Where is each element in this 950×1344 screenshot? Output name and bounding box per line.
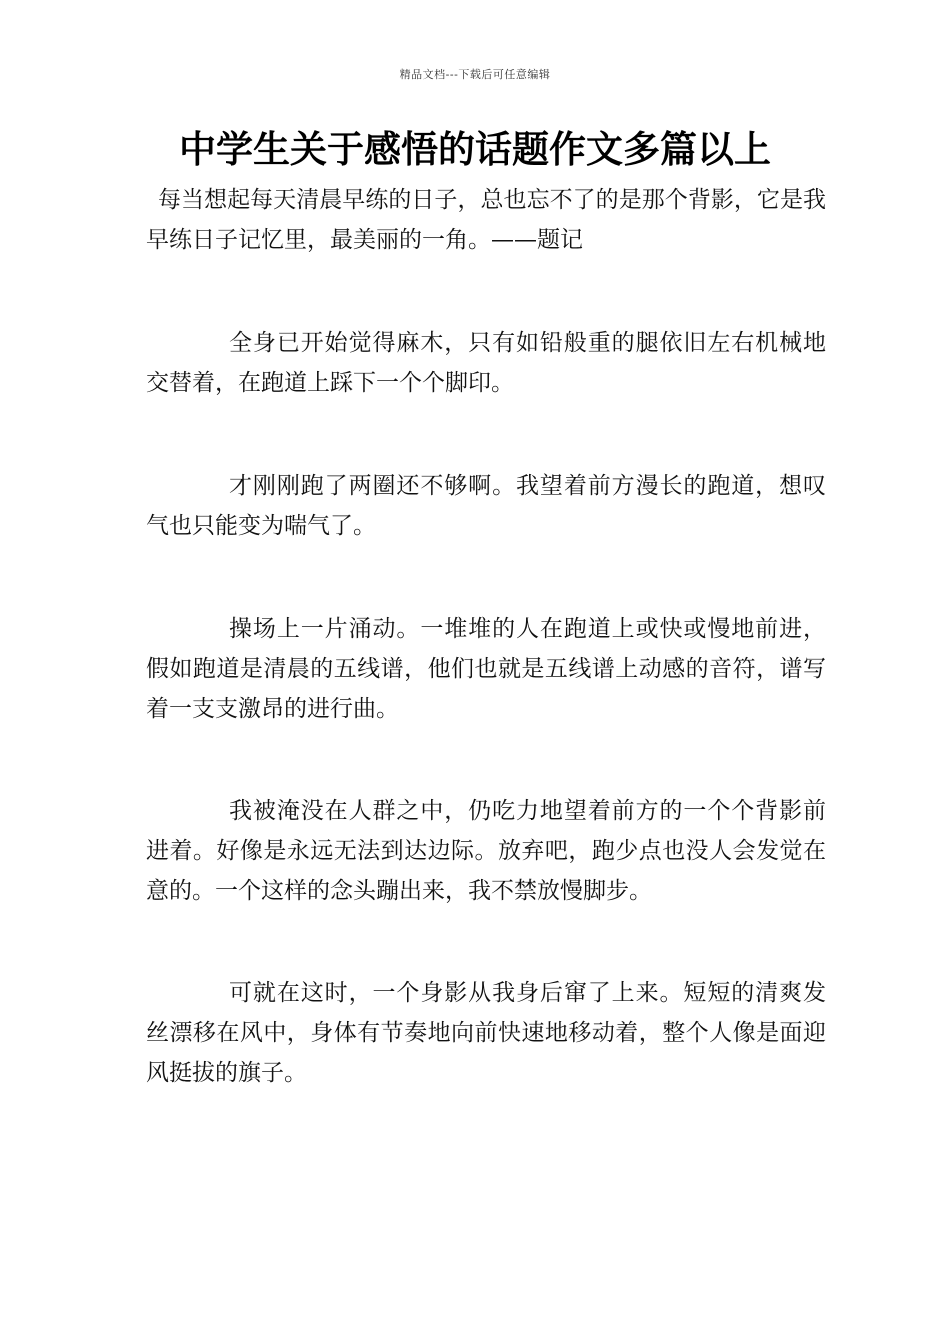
document-title: 中学生关于感悟的话题作文多篇以上 bbox=[179, 128, 771, 171]
paragraph-spacer bbox=[146, 911, 826, 973]
paragraph: 全身已开始觉得麻木，只有如铅般重的腿依旧左右机械地交替着，在跑道上踩下一个个脚印。 bbox=[146, 330, 826, 396]
paragraph-spacer bbox=[146, 729, 826, 791]
paragraph-spacer bbox=[146, 546, 826, 609]
header-note: 精品文档---下载后可任意编辑 bbox=[399, 68, 551, 81]
paragraph-spacer bbox=[146, 403, 826, 466]
paragraph: 才刚刚跑了两圈还不够啊。我望着前方漫长的跑道，想叹气也只能变为喘气了。 bbox=[146, 473, 826, 539]
paragraph-epigraph: 每当想起每天清晨早练的日子，总也忘不了的是那个背影，它是我早练日子记忆里，最美丽的一角。——题记 bbox=[146, 187, 826, 253]
paragraph-spacer bbox=[146, 260, 826, 323]
paragraph: 操场上一片涌动。一堆堆的人在跑道上或快或慢地前进，假如跑道是清晨的五线谱，他们也就是五线谱上动感的音符，谱写着一支支激昂的进行曲。 bbox=[146, 616, 826, 722]
paragraph: 可就在这时，一个身影从我身后窜了上来。短短的清爽发丝漂移在风中，身体有节奏地向前快速地移动着，整个人像是面迎风挺拔的旗子。 bbox=[146, 980, 826, 1086]
document-body bbox=[146, 180, 826, 1093]
paragraph: 我被淹没在人群之中，仍吃力地望着前方的一个个背影前进着。好像是永远无法到达边际。放弃吧，跑少点也没人会发觉在意的。一个这样的念头蹦出来，我不禁放慢脚步。 bbox=[146, 798, 826, 904]
